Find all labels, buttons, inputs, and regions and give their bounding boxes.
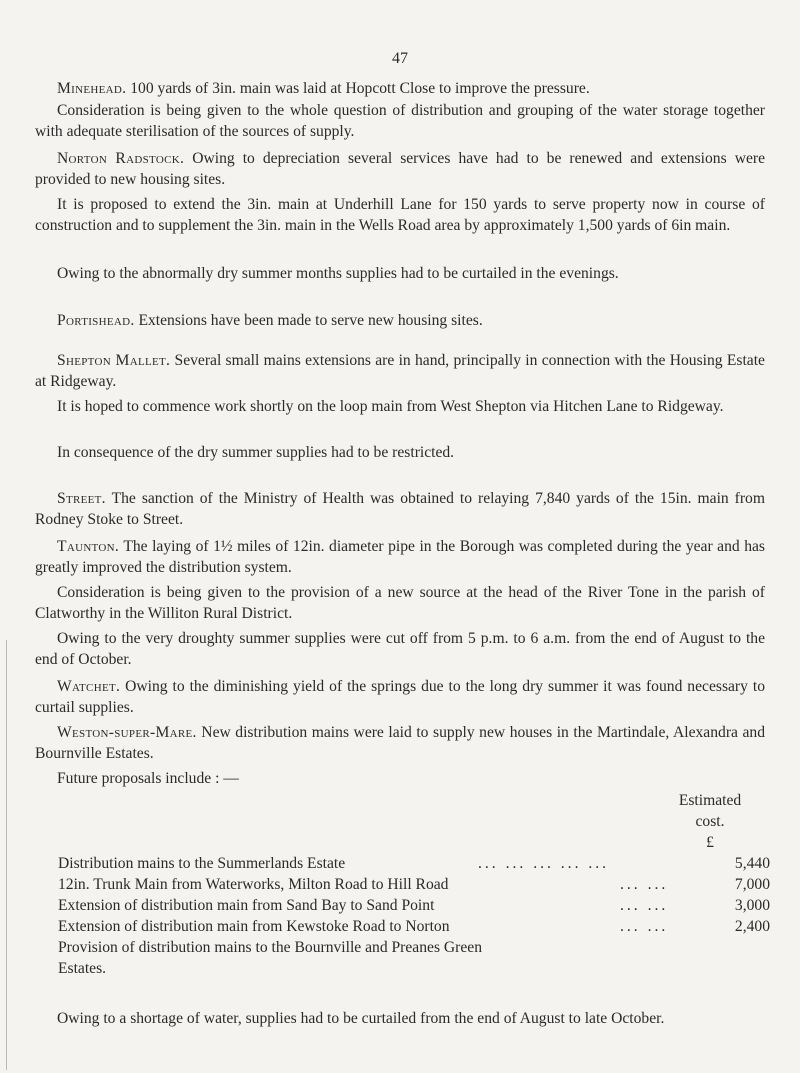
row-cost: 7,000	[734, 876, 770, 893]
paragraph-norton-radstock	[35, 148, 765, 190]
paragraph: Owing to a shortage of water, supplies had to be curtailed from the end of August to late October.	[57, 1010, 665, 1027]
row-description: 12in. Trunk Main from Waterworks, Milton Road to Hill Road	[58, 876, 449, 893]
paragraph-text: Owing to depreciation several services have had to be renewed and extensions were provided to new housing sites.	[35, 150, 765, 188]
paragraph-weston-super-mare	[35, 722, 765, 764]
place-heading: Shepton Mallet.	[57, 352, 171, 369]
paragraph-text: Extensions have been made to serve new housing sites.	[134, 312, 483, 329]
row-description: Estates.	[58, 960, 107, 977]
page-number: 47	[392, 50, 408, 67]
paragraph: It is proposed to extend the 3in. main at Underhill Lane for 150 yards to serve property now in course of construction and to supplement the 3in. main in the Wells Road area by approximately 1,500 yards of 6in main.	[35, 196, 765, 234]
paragraph: Future proposals include : —	[57, 770, 239, 787]
paragraph-text: 100 yards of 3in. main was laid at Hopcott Close to improve the pressure.	[126, 80, 590, 97]
paragraph-portishead	[35, 310, 765, 331]
place-heading: Weston-super-Mare.	[57, 724, 197, 741]
paragraph-street	[35, 488, 765, 530]
place-heading: Watchet.	[57, 678, 121, 695]
paragraph-text: New distribution mains were laid to supply new houses in the Martindale, Alexandra and Bournville Estates.	[35, 724, 765, 762]
row-description: Distribution mains to the Summerlands Estate	[58, 855, 346, 872]
row-leader-dots: ... ... ... ... ...	[478, 855, 610, 872]
paragraph-text: The sanction of the Ministry of Health was obtained to relaying 7,840 yards of the 15in. main from Rodney Stoke to Street.	[35, 490, 765, 528]
paragraph-watchet	[35, 676, 765, 718]
table-header-currency: £	[706, 834, 714, 851]
place-heading: Street.	[57, 490, 106, 507]
row-description: Extension of distribution main from Kewstoke Road to Norton	[58, 918, 450, 935]
row-cost: 3,000	[734, 897, 770, 914]
table-header-cost: cost.	[695, 813, 725, 830]
row-leader-dots: ... ...	[620, 897, 669, 914]
row-description: Extension of distribution main from Sand Bay to Sand Point	[58, 897, 435, 914]
page-edge-line	[6, 640, 7, 1070]
paragraph: Owing to the very droughty summer supplies were cut off from 5 p.m. to 6 a.m. from the end of August to the end of October.	[35, 630, 765, 668]
row-cost: 2,400	[734, 918, 770, 935]
row-leader-dots: ... ...	[620, 876, 669, 893]
paragraph-text: The laying of 1½ miles of 12in. diameter pipe in the Borough was completed during the year and has greatly improved the distribution system.	[35, 538, 765, 576]
row-description: Provision of distribution mains to the Bournville and Preanes Green	[58, 939, 483, 956]
place-heading: Norton Radstock.	[57, 150, 185, 167]
place-heading: Taunton.	[57, 538, 120, 555]
paragraph-shepton-mallet	[35, 350, 765, 392]
table-header-estimated: Estimated	[678, 792, 742, 809]
paragraph-taunton	[35, 536, 765, 578]
paragraph: Consideration is being given to the whole question of distribution and grouping of the water storage together with adequate sterilisation of the sources of supply.	[35, 102, 765, 140]
paragraph-text: Owing to the diminishing yield of the springs due to the long dry summer it was found necessary to curtail supplies.	[35, 678, 765, 716]
paragraph: Owing to the abnormally dry summer months supplies had to be curtailed in the evenings.	[57, 265, 619, 282]
paragraph: Consideration is being given to the provision of a new source at the head of the River Tone in the parish of Clatworthy in the Williton Rural District.	[35, 584, 765, 622]
paragraph-text: Several small mains extensions are in hand, principally in connection with the Housing Estate at Ridgeway.	[35, 352, 765, 390]
paragraph-minehead	[35, 78, 765, 99]
place-heading: Minehead.	[57, 80, 127, 97]
row-cost: 5,440	[734, 855, 770, 872]
place-heading: Portishead.	[57, 312, 135, 329]
paragraph: It is hoped to commence work shortly on the loop main from West Shepton via Hitchen Lane to Ridgeway.	[57, 398, 724, 415]
paragraph: In consequence of the dry summer supplies had to be restricted.	[57, 444, 455, 461]
row-leader-dots: ... ...	[620, 918, 669, 935]
